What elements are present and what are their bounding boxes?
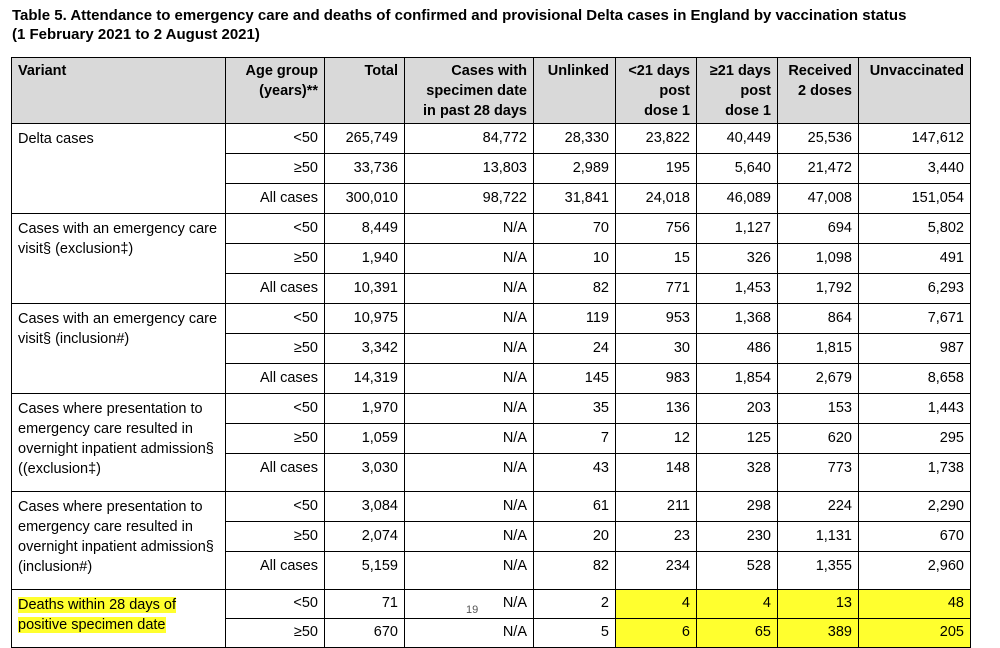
total-cell: 14,319 (325, 364, 405, 394)
header-lt21-days: <21 days post dose 1 (616, 58, 697, 124)
ge21-cell-highlighted: 65 (697, 619, 778, 648)
unlinked-cell: 10 (534, 244, 616, 274)
age-cell: ≥50 (226, 334, 325, 364)
age-cell: All cases (226, 552, 325, 590)
variant-cell: Cases with an emergency care visit§ (exclusion‡) (12, 214, 226, 304)
two-doses-cell: 2,679 (778, 364, 859, 394)
ge21-cell: 1,368 (697, 304, 778, 334)
unvaccinated-cell: 6,293 (859, 274, 971, 304)
lt21-cell: 983 (616, 364, 697, 394)
specimen-cell: 13,803 (405, 154, 534, 184)
total-cell: 3,342 (325, 334, 405, 364)
unlinked-cell: 43 (534, 454, 616, 492)
unlinked-cell: 31,841 (534, 184, 616, 214)
age-cell: ≥50 (226, 619, 325, 648)
unvaccinated-cell: 491 (859, 244, 971, 274)
total-cell: 265,749 (325, 124, 405, 154)
header-total: Total (325, 58, 405, 124)
age-cell: ≥50 (226, 522, 325, 552)
two-doses-cell: 1,815 (778, 334, 859, 364)
age-cell: ≥50 (226, 154, 325, 184)
ge21-cell: 486 (697, 334, 778, 364)
header-ge21-days: ≥21 days post dose 1 (697, 58, 778, 124)
total-cell: 1,059 (325, 424, 405, 454)
unvaccinated-cell: 3,440 (859, 154, 971, 184)
table-title (12, 6, 992, 44)
two-doses-cell: 1,131 (778, 522, 859, 552)
age-cell: All cases (226, 454, 325, 492)
age-cell: <50 (226, 304, 325, 334)
specimen-cell: N/A (405, 619, 534, 648)
lt21-cell: 195 (616, 154, 697, 184)
lt21-cell: 12 (616, 424, 697, 454)
total-cell: 670 (325, 619, 405, 648)
ge21-cell-highlighted: 4 (697, 590, 778, 619)
unvaccinated-cell: 151,054 (859, 184, 971, 214)
header-row (12, 58, 971, 124)
variant-cell (12, 590, 226, 648)
table-row (12, 304, 971, 334)
unvaccinated-cell: 1,738 (859, 454, 971, 492)
two-doses-cell: 1,792 (778, 274, 859, 304)
two-doses-cell: 864 (778, 304, 859, 334)
total-cell: 3,084 (325, 492, 405, 522)
total-cell: 33,736 (325, 154, 405, 184)
unvaccinated-cell: 987 (859, 334, 971, 364)
two-doses-cell: 1,355 (778, 552, 859, 590)
specimen-cell: N/A (405, 394, 534, 424)
specimen-cell: 84,772 (405, 124, 534, 154)
lt21-cell: 771 (616, 274, 697, 304)
unlinked-cell: 145 (534, 364, 616, 394)
specimen-cell: N/A (405, 454, 534, 492)
lt21-cell-highlighted: 4 (616, 590, 697, 619)
table-title-line1: Table 5. Attendance to emergency care and deaths of confirmed and provisional Delta cases in England by vaccination status (12, 7, 907, 24)
unvaccinated-cell: 2,960 (859, 552, 971, 590)
lt21-cell: 23,822 (616, 124, 697, 154)
unlinked-cell: 28,330 (534, 124, 616, 154)
specimen-cell: N/A (405, 244, 534, 274)
specimen-cell: N/A (405, 590, 534, 619)
table-title-line2: (1 February 2021 to 2 August 2021) (12, 26, 260, 43)
lt21-cell: 15 (616, 244, 697, 274)
ge21-cell: 203 (697, 394, 778, 424)
age-cell: All cases (226, 184, 325, 214)
total-cell: 10,975 (325, 304, 405, 334)
two-doses-cell: 1,098 (778, 244, 859, 274)
total-cell: 71 (325, 590, 405, 619)
unlinked-cell: 82 (534, 274, 616, 304)
unvaccinated-cell: 2,290 (859, 492, 971, 522)
unvaccinated-cell: 670 (859, 522, 971, 552)
ge21-cell: 40,449 (697, 124, 778, 154)
two-doses-cell: 620 (778, 424, 859, 454)
age-cell: <50 (226, 590, 325, 619)
table-row (12, 590, 971, 619)
total-cell: 8,449 (325, 214, 405, 244)
age-cell: <50 (226, 214, 325, 244)
specimen-cell: N/A (405, 274, 534, 304)
ge21-cell: 5,640 (697, 154, 778, 184)
unvaccinated-cell: 8,658 (859, 364, 971, 394)
ge21-cell: 230 (697, 522, 778, 552)
age-cell: All cases (226, 274, 325, 304)
unlinked-cell: 20 (534, 522, 616, 552)
ge21-cell: 326 (697, 244, 778, 274)
two-doses-cell: 25,536 (778, 124, 859, 154)
header-age-group: Age group (years)** (226, 58, 325, 124)
page-number: 19 (466, 604, 479, 616)
specimen-cell: N/A (405, 552, 534, 590)
age-cell: <50 (226, 492, 325, 522)
ge21-cell: 298 (697, 492, 778, 522)
specimen-cell: N/A (405, 364, 534, 394)
lt21-cell-highlighted: 6 (616, 619, 697, 648)
specimen-cell: N/A (405, 304, 534, 334)
specimen-cell: 98,722 (405, 184, 534, 214)
total-cell: 3,030 (325, 454, 405, 492)
two-doses-cell: 773 (778, 454, 859, 492)
ge21-cell: 1,854 (697, 364, 778, 394)
table-row (12, 214, 971, 244)
lt21-cell: 148 (616, 454, 697, 492)
unlinked-cell: 5 (534, 619, 616, 648)
lt21-cell: 211 (616, 492, 697, 522)
header-variant: Variant (12, 58, 226, 124)
two-doses-cell: 153 (778, 394, 859, 424)
two-doses-cell-highlighted: 389 (778, 619, 859, 648)
unlinked-cell: 61 (534, 492, 616, 522)
age-cell: <50 (226, 394, 325, 424)
specimen-cell: N/A (405, 492, 534, 522)
total-cell: 5,159 (325, 552, 405, 590)
table-row (12, 394, 971, 424)
unvaccinated-cell-highlighted: 48 (859, 590, 971, 619)
unlinked-cell: 35 (534, 394, 616, 424)
unlinked-cell: 2,989 (534, 154, 616, 184)
variant-cell: Cases where presentation to emergency care resulted in overnight inpatient admission§ (inclusion#) (12, 492, 226, 590)
table-row (12, 492, 971, 522)
header-specimen-date: Cases with specimen date in past 28 days (405, 58, 534, 124)
ge21-cell: 1,127 (697, 214, 778, 244)
total-cell: 1,970 (325, 394, 405, 424)
unlinked-cell: 24 (534, 334, 616, 364)
highlighted-variant-text: Deaths within 28 days of positive specimen date (18, 597, 176, 633)
total-cell: 300,010 (325, 184, 405, 214)
lt21-cell: 23 (616, 522, 697, 552)
unvaccinated-cell: 295 (859, 424, 971, 454)
unlinked-cell: 2 (534, 590, 616, 619)
ge21-cell: 328 (697, 454, 778, 492)
variant-cell: Cases where presentation to emergency care resulted in overnight inpatient admission§ ((exclusion‡) (12, 394, 226, 492)
two-doses-cell: 694 (778, 214, 859, 244)
unvaccinated-cell-highlighted: 205 (859, 619, 971, 648)
specimen-cell: N/A (405, 522, 534, 552)
lt21-cell: 30 (616, 334, 697, 364)
total-cell: 10,391 (325, 274, 405, 304)
ge21-cell: 125 (697, 424, 778, 454)
specimen-cell: N/A (405, 334, 534, 364)
lt21-cell: 24,018 (616, 184, 697, 214)
two-doses-cell: 224 (778, 492, 859, 522)
header-two-doses: Received 2 doses (778, 58, 859, 124)
two-doses-cell: 47,008 (778, 184, 859, 214)
total-cell: 2,074 (325, 522, 405, 552)
lt21-cell: 756 (616, 214, 697, 244)
unlinked-cell: 119 (534, 304, 616, 334)
ge21-cell: 46,089 (697, 184, 778, 214)
unlinked-cell: 82 (534, 552, 616, 590)
unlinked-cell: 70 (534, 214, 616, 244)
two-doses-cell-highlighted: 13 (778, 590, 859, 619)
table-row (12, 124, 971, 154)
age-cell: <50 (226, 124, 325, 154)
lt21-cell: 234 (616, 552, 697, 590)
ge21-cell: 1,453 (697, 274, 778, 304)
age-cell: ≥50 (226, 244, 325, 274)
header-unlinked: Unlinked (534, 58, 616, 124)
lt21-cell: 953 (616, 304, 697, 334)
variant-cell: Delta cases (12, 124, 226, 214)
variant-cell: Cases with an emergency care visit§ (inclusion#) (12, 304, 226, 394)
lt21-cell: 136 (616, 394, 697, 424)
unvaccinated-cell: 1,443 (859, 394, 971, 424)
age-cell: All cases (226, 364, 325, 394)
ge21-cell: 528 (697, 552, 778, 590)
unvaccinated-cell: 5,802 (859, 214, 971, 244)
specimen-cell: N/A (405, 424, 534, 454)
unlinked-cell: 7 (534, 424, 616, 454)
unvaccinated-cell: 7,671 (859, 304, 971, 334)
unvaccinated-cell: 147,612 (859, 124, 971, 154)
header-unvaccinated: Unvaccinated (859, 58, 971, 124)
attendance-table (11, 57, 971, 648)
specimen-cell: N/A (405, 214, 534, 244)
two-doses-cell: 21,472 (778, 154, 859, 184)
age-cell: ≥50 (226, 424, 325, 454)
total-cell: 1,940 (325, 244, 405, 274)
